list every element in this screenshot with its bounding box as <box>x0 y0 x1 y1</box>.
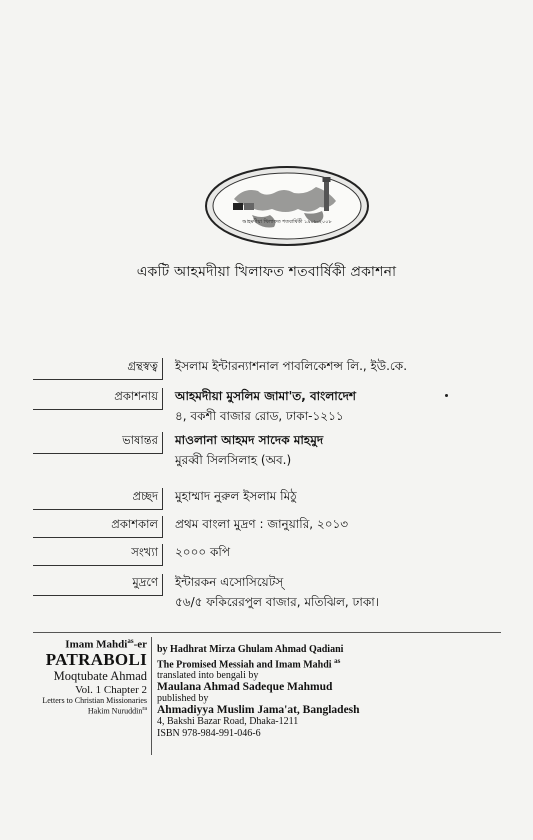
credit-label: ভাষান্তর <box>33 432 163 454</box>
credit-row-cover <box>33 488 503 512</box>
khilafat-centenary-logo <box>204 165 370 247</box>
credit-row-copyright <box>33 358 503 382</box>
credit-row-copies <box>33 544 503 568</box>
credit-label: সংখ্যা <box>33 544 163 566</box>
vertical-divider <box>151 637 152 755</box>
tagline: একটি আহমদীয়া খিলাফত শতবার্ষিকী প্রকাশনা <box>136 264 397 280</box>
credit-row-publisher <box>33 388 503 432</box>
imprint-by: by Hadhrat Mirza Ghulam Ahmad Qadiani <box>157 644 344 655</box>
credit-value-line2: ৫৬/৫ ফকিরেরপুল বাজার, মতিঝিল, ঢাকা। <box>175 595 379 609</box>
imprint-published: published by <box>157 693 209 705</box>
credit-row-date <box>33 516 503 540</box>
divider <box>33 632 501 633</box>
imprint-role: The Promised Messiah and Imam Mahdi $^{as}$ <box>157 656 341 670</box>
book-volume: Vol. 1 Chapter 2 <box>75 683 147 696</box>
credit-value: ২০০০ কপি <box>175 545 230 559</box>
imprint-isbn: ISBN 978-984-991-046-6 <box>157 727 261 739</box>
credit-value: ইন্টারকন এসোসিয়েটস্‌ <box>175 575 284 589</box>
book-author: Imam Mahdi$^{as}$-er <box>65 637 147 651</box>
book-title: PATRABOLI <box>45 649 147 669</box>
credit-label: প্রকাশনায় <box>33 388 163 410</box>
credit-label: গ্রন্থস্বত্ব <box>33 358 163 380</box>
credit-label: মুদ্রণে <box>33 574 163 596</box>
credit-value-line2: মুরব্বী সিলসিলাহ (অব.) <box>175 453 292 467</box>
credit-label: প্রচ্ছদ <box>33 488 163 510</box>
credit-value: ইসলাম ইন্টারন্যাশনাল পাবলিকেশন্স লি., ইউ.কে. <box>175 359 408 373</box>
credit-value: মুহাম্মাদ নুরুল ইসলাম মিঠু <box>175 489 297 503</box>
credit-value: প্রথম বাংলা মুদ্রণ : জানুয়ারি, ২০১৩ <box>175 517 349 531</box>
book-subtitle-1: Letters to Christian Missionaries <box>42 695 147 705</box>
book-title-block <box>33 637 147 715</box>
credit-value: মাওলানা আহমদ সাদেক মাহমুদ <box>175 433 324 447</box>
imprint-block <box>157 644 497 739</box>
imprint-translator: Maulana Ahmad Sadeque Mahmud <box>157 680 333 693</box>
ink-dot <box>445 394 448 397</box>
imprint-publisher: Ahmadiyya Muslim Jama'at, Bangladesh <box>157 703 360 716</box>
emblem-text: আহমদীয়া খিলাফত শতবার্ষিকী ১৯০৮-২০০৮ <box>242 219 332 225</box>
imprint-address: 4, Bakshi Bazar Road, Dhaka-1211 <box>157 716 299 728</box>
credit-row-translator <box>33 432 503 476</box>
credit-label: প্রকাশকাল <box>33 516 163 538</box>
book-subtitle-2: Hakim Nuruddin$^{ra}$ <box>87 705 147 716</box>
credit-value-line2: ৪, বকশী বাজার রোড, ঢাকা-১২১১ <box>175 409 344 423</box>
imprint-translated: translated into bengali by <box>157 670 259 682</box>
credit-value: আহমদীয়া মুসলিম জামা'ত, বাংলাদেশ <box>175 389 356 403</box>
credit-row-printer <box>33 574 503 618</box>
book-series: Moqtubate Ahmad <box>53 668 147 683</box>
